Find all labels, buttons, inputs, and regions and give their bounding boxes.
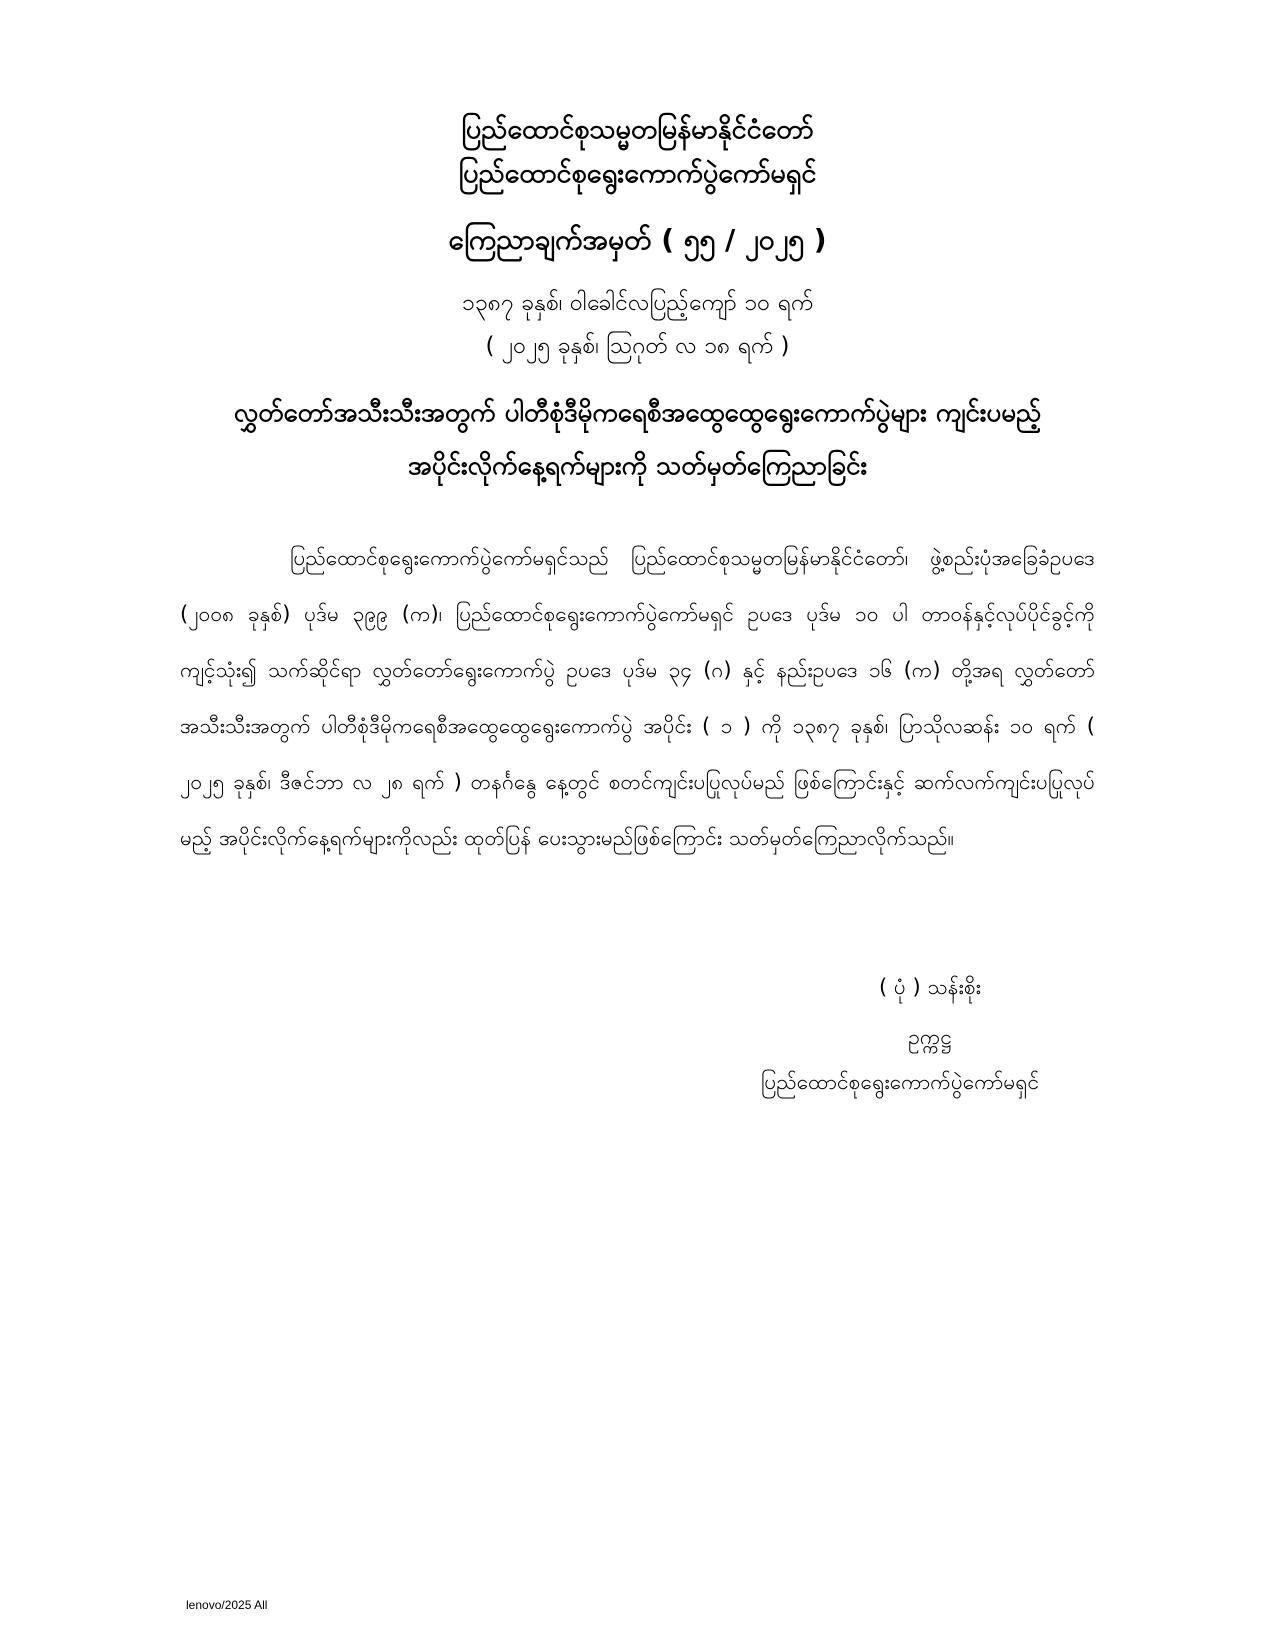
signature-organization: ပြည်ထောင်စုရွေးကောက်ပွဲကော်မရှင် — [760, 1070, 1040, 1094]
subject-line-2: အပိုင်းလိုက်နေ့ရက်များကို သတ်မှတ်ကြေညာခြင်း — [407, 451, 868, 481]
date-myanmar: ၁၃၈၇ ခုနှစ်၊ ဝါခေါင်လပြည့်ကျော် ၁၀ ရက် — [461, 290, 814, 316]
footer-text: lenovo/2025 All — [186, 1598, 268, 1612]
header-country: ပြည်ထောင်စုသမ္မတမြန်မာနိုင်ငံတော် — [461, 114, 814, 145]
notice-number: ကြေညာချက်အမှတ် ( ၅၅ / ၂၀၂၅ ) — [448, 223, 827, 256]
header-commission: ပြည်ထောင်စုရွေးကောက်ပွဲကော်မရှင် — [458, 158, 817, 189]
date-gregorian: ( ၂၀၂၅ ခုနှစ်၊ ဩဂုတ် လ ၁၈ ရက် ) — [485, 333, 790, 359]
subject-line-1: လွှတ်တော်အသီးသီးအတွက် ပါတီစုံဒီမိုကရေစီအထွေထွေရွေးကောက်ပွဲများ ကျင်းပမည့် — [233, 398, 1042, 428]
body-paragraph: ပြည်ထောင်စုရွေးကောက်ပွဲကော်မရှင်သည် ပြည်ထောင်စုသမ္မတမြန်မာနိုင်ငံတော်၊ ဖွဲ့စည်းပုံအခြေခံဥပဒေ (၂၀၀၈ ခုနှစ်) ပုဒ်မ ၃၉၉ (က)၊ ပြည်ထောင်စုရွေးကောက်ပွဲကော်မရှင် ဥပဒေ ပုဒ်မ ၁၀ ပါ တာဝန်နှင့်လုပ်ပိုင်ခွင့်ကိုကျင့်သုံး၍ သက်ဆိုင်ရာ လွှတ်တော်ရွေးကောက်ပွဲ ဥပဒေ ပုဒ်မ ၃၄ (ဂ) နှင့် နည်းဥပဒေ ၁၆ (က) တို့အရ လွှတ်တော်အသီးသီးအတွက် ပါတီစုံဒီမိုကရေစီအထွေထွေရွေးကောက်ပွဲ အပိုင်း ( ၁ ) ကို ၁၃၈၇ ခုနှစ်၊ ပြာသိုလဆန်း ၁၀ ရက် ( ၂၀၂၅ ခုနှစ်၊ ဒီဇင်ဘာ လ ၂၈ ရက် ) တနင်္ဂနွေ နေ့တွင် စတင်ကျင်းပပြုလုပ်မည် ဖြစ်ကြောင်းနှင့် ဆက်လက်ကျင်းပပြုလုပ်မည့် အပိုင်းလိုက်နေ့ရက်များကိုလည်း ထုတ်ပြန် ပေးသွားမည်ဖြစ်ကြောင်း သတ်မှတ်ကြေညာလိုက်သည်။ — [180, 546, 1096, 850]
signature-title: ဥက္ကဋ္ဌ — [908, 1025, 952, 1049]
signature-signed: ( ပုံ ) သန်းစိုး — [878, 975, 982, 999]
